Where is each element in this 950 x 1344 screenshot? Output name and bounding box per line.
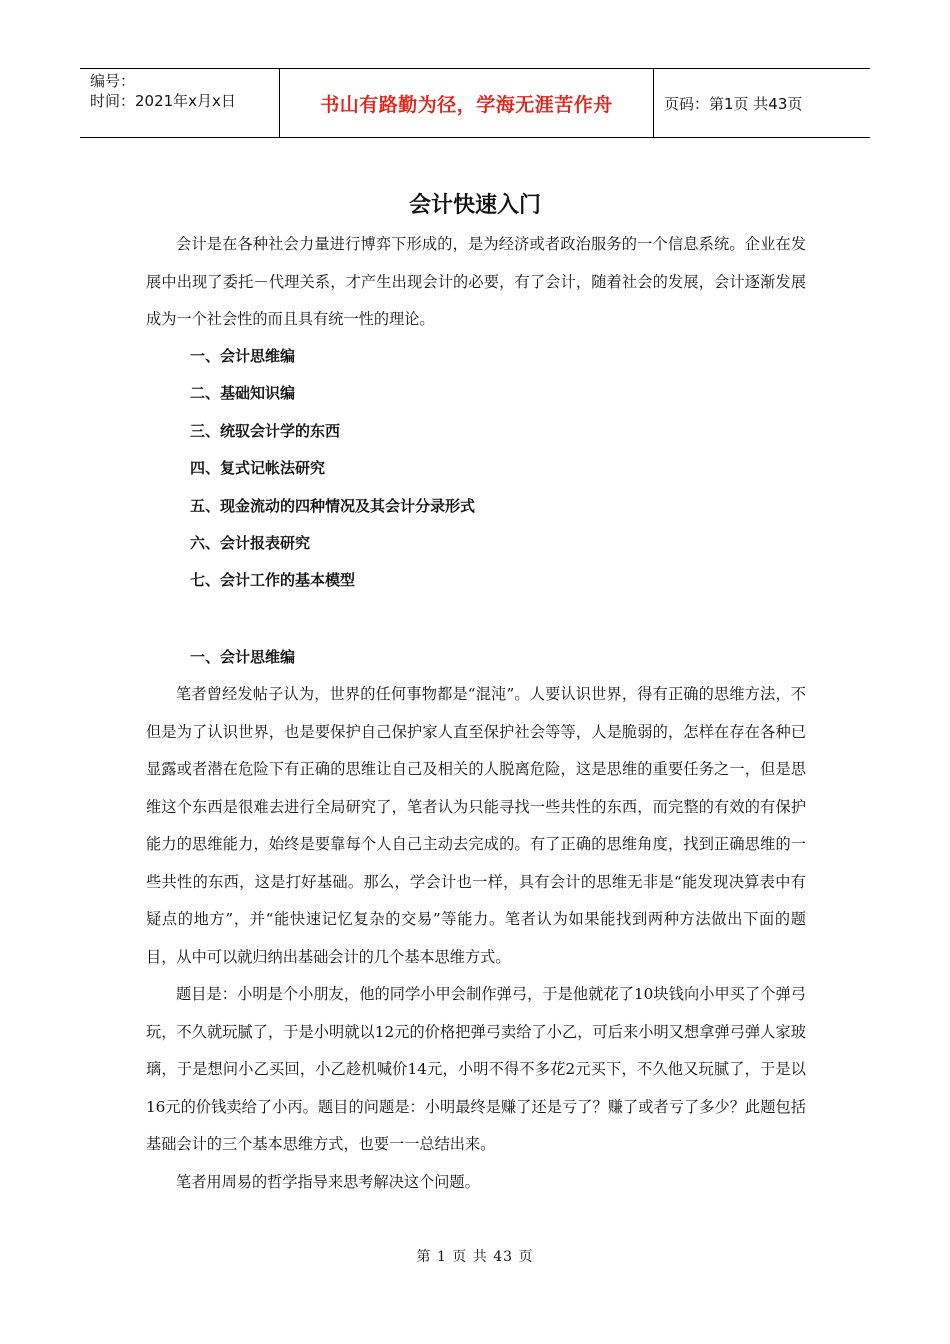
header-meta [80, 69, 280, 137]
document-header [80, 68, 870, 138]
body-paragraph: 笔者曾经发帖子认为，世界的任何事物都是“混沌”。人要认识世界，得有正确的思维方法，不但是为了认识世界，也是要保护自己保护家人直至保护社会等等，人是脆弱的，怎样在存在各种已显露或者潜在危险下有正确的思维让自己及相关的人脱离危险，这是思维的重要任务之一，但是思维这个东西是很难去进行全局研究了，笔者认为只能寻找一些共性的东西，而完整的有效的有保护能力的思维能力，始终是要靠每个人自己主动去完成的。有了正确的思维角度，找到正确思维的一些共性的东西，这是打好基础。那么，学会计也一样，具有会计的思维无非是“能发现决算表中有疑点的地方”，并“能快速记忆复杂的交易”等能力。笔者认为如果能找到两种方法做出下面的题目，从中可以就归纳出基础会计的几个基本思维方式。 [146, 685, 806, 966]
section-heading: 一、会计思维编 [190, 648, 296, 666]
number-label: 编号： [90, 72, 136, 90]
intro-paragraph: 会计是在各种社会力量进行博弈下形成的，是为经济或者政治服务的一个信息系统。企业在发展中出现了委托－代理关系，才产生出现会计的必要，有了会计，随着社会的发展，会计逐渐发展成为一个社会性的而且具有统一性的理论。 [146, 235, 806, 328]
document-title: 会计快速入门 [408, 193, 541, 218]
body-text [146, 676, 806, 1201]
header-page-code: 页码：第1页 共43页 [664, 94, 803, 113]
toc-item: 二、基础知识编 [190, 384, 296, 403]
toc-item: 六、会计报表研究 [190, 533, 311, 552]
page-footer: 第 1 页 共 43 页 [416, 1249, 534, 1265]
toc-item: 一、会计思维编 [190, 347, 296, 365]
toc-item: 三、统驭会计学的东西 [190, 421, 341, 440]
table-of-contents [190, 338, 475, 600]
toc-item: 五、现金流动的四种情况及其会计分录形式 [190, 496, 476, 515]
body-paragraph: 笔者用周易的哲学指导来思考解决这个问题。 [176, 1172, 480, 1191]
header-motto: 书山有路勤为径，学海无涯苦作舟 [280, 69, 654, 137]
intro-block [146, 226, 806, 339]
time-label: 时间：2021年x月x日 [90, 92, 236, 110]
body-paragraph: 题目是：小明是个小朋友，他的同学小甲会制作弹弓，于是他就花了10块钱向小甲买了个弹弓玩，不久就玩腻了，于是小明就以12元的价格把弹弓卖给了小乙，可后来小明又想拿弹弓弹人家玻璃，于是想问小乙买回，小乙趁机喊价14元，小明不得不多花2元买下，不久他又玩腻了，于是以16元的价钱卖给了小丙。题目的问题是：小明最终是赚了还是亏了？赚了或者亏了多少？此题包括基础会计的三个基本思维方式，也要一一总结出来。 [146, 985, 806, 1153]
toc-item: 四、复式记帐法研究 [190, 459, 326, 478]
toc-item: 七、会计工作的基本模型 [190, 571, 356, 590]
